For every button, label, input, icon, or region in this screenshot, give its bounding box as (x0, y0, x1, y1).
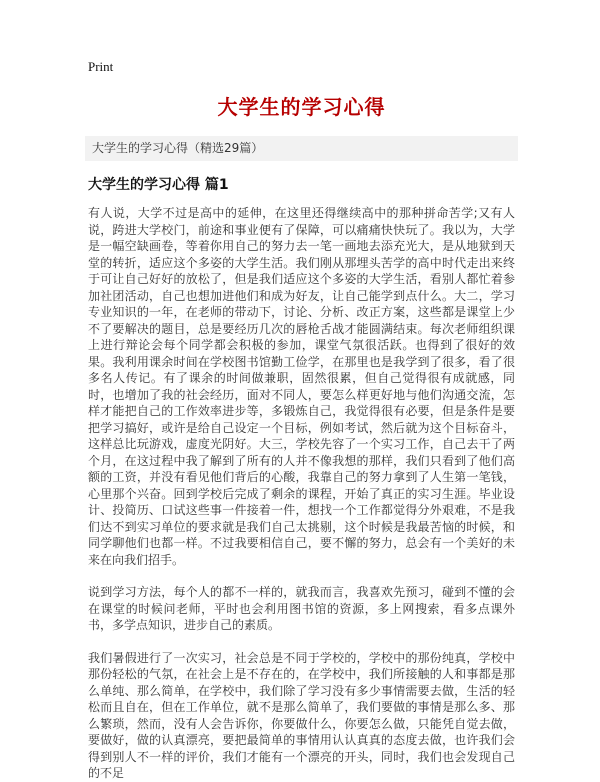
paragraph-2: 说到学习方法，每个人的都不一样的，就我而言，我喜欢先预习，碰到不懂的会在课堂的时候问老师，平时也会利用图书馆的资源，多上网搜索，看多点课外书，多学点知识，进步自己的素质。 (88, 585, 515, 632)
section-heading: 大学生的学习心得 篇1 (88, 177, 229, 193)
paragraph-1: 有人说，大学不过是高中的延伸，在这里还得继续高中的那种拼命苦学;又有人说，跨进大学校门，前途和事业便有了保障，可以痛痛快快玩了。我以为，大学是一幅空缺画卷，等着你用自己的努力去一笔一画地去添充光大，是从地狱到天堂的转折，适应这个多姿的大学生活。我们刚从那埋头苦学的高中时代走出来终于可让自己好好的放松了，但是我们适应这个多姿的大学生活，看别人都忙着参加社团活动，自己也想加进他们和成为好友，让自己能学到点什么。大二，学习专业知识的一年，在老师的带动下，讨论、分析、改正方案，这些都是课堂上少不了要解决的题目，总是要经历几次的唇枪舌战才能圆满结束。每次老师组织课上进行辩论会每个同学都会积极的参加，课堂气氛很活跃。也得到了很好的效果。我利用课余时间在学校图书馆勤工俭学，在那里也是我学到了很多，看了很多名人传记。有了课余的时间做兼职，固然很累，但自己觉得很有成就感，同时，也增加了我的社会经历，面对不同人，要怎么样更好地与他们沟通交流，怎样才能把自己的工作效率进步等，多锻炼自己，我觉得很有必要，但是条件是要把学习搞好，或许是给自己设定一个目标，例如考试，然后就为这个目标奋斗，这样总比玩游戏，虚度光阴好。大三，学校先容了一个实习工作，自己去干了两个月，在这过程中我了解到了所有的人并不像我想的那样，我们只看到了他们高额的工资，并没有看见他们背后的心酸，我靠自己的努力拿到了人生第一笔钱，心里那个兴奋。回到学校后完成了剩余的课程，开始了真正的实习生涯。毕业设计、投简历、口试这些事一件接着一件，想找一个工作都觉得分外艰难，不是我们达不到实习单位的要求就是我们自己太挑剔，这个时候是我最苦恼的时候，和同学聊他们也都一样。不过我要相信自己，要不懈的努力，总会有一个美好的未来在向我们招手。 (88, 206, 515, 567)
subtitle-bar: 大学生的学习心得（精选29篇） (85, 136, 518, 161)
page-title: 大学生的学习心得 (217, 95, 386, 119)
print-button[interactable]: Print (88, 59, 114, 74)
paragraph-3: 我们暑假进行了一次实习，社会总是不同于学校的，学校中的那份纯真，学校中那份轻松的气氛，在社会上是不存在的，在学校中，我们所接触的人和事都是那么单纯、那么简单，在学校中，我们除了学习没有多少事情需要去做，生活的轻松而且自在，但在工作单位，就不是那么简单了，我们要做的事情是那么多、那么繁琐，然而，没有人会告诉你，你要做什么，你要怎么做，只能凭自觉去做，要做好，做的认真漂亮，要把最简单的事情用认认真真的态度去做，也许我们会得到别人不一样的评价，我们才能有一个漂亮的开头，同时，我们也会发现自己的不足 (88, 650, 515, 780)
